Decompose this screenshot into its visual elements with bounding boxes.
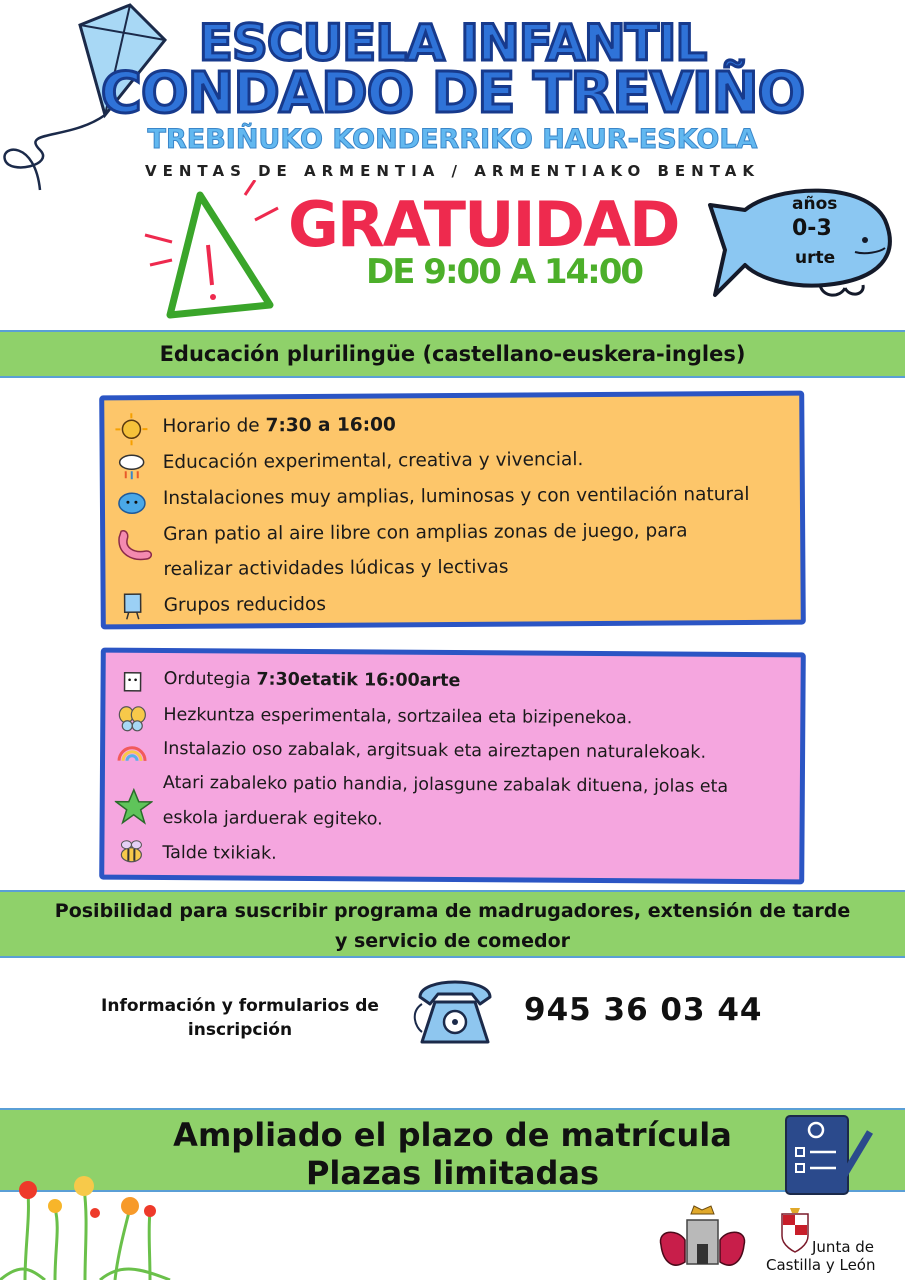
ordutegia-label: Ordutegia [163,668,257,690]
cloud-rain-icon [115,448,149,482]
sun-icon [114,412,148,446]
municipal-crest-icon [655,1200,750,1278]
hezkuntza-line: Hezkuntza esperimentala, sortzailea eta bizipenekoa. [163,704,633,729]
junta-shield-icon [778,1204,812,1254]
gratuidad-heading: GRATUIDAD [288,188,679,261]
ordutegia-line [164,669,461,691]
schedule-line [162,414,396,437]
box-character-icon [115,665,149,699]
plurilingual-band: Educación plurilingüe (castellano-euskera-ingles) [0,330,905,378]
services-band [0,890,905,958]
info-label-line-2: inscripción [187,1020,293,1040]
services-line-1: Posibilidad para suscribir programa de madrugadores, extensión de tarde [54,900,851,922]
form-icon [778,1110,878,1198]
junta-logo-text [766,1238,876,1274]
star-icon [115,788,153,826]
ordutegia-hours: 7:30etatik 16:00arte [256,669,461,692]
schedule-hours: 7:30 a 16:00 [265,414,396,437]
arm-icon [115,525,155,565]
rainbow-icon [115,737,149,771]
telephone-icon [410,972,500,1052]
basque-subtitle: TREBIÑUKO KONDERRIKO HAUR-ESKOLA [147,124,758,155]
warning-icon [140,180,280,325]
atari-line2: eskola jarduerak egiteko. [162,807,383,830]
title-line-1: ESCUELA INFANTIL [198,14,707,72]
title-line-2: CONDADO DE TREVIÑO [100,61,805,126]
cloud-icon [115,485,149,519]
feature-experimental: Educación experimental, creativa y vivencial. [162,449,584,474]
flowers-icon [0,1168,195,1280]
age-label-bottom: urte [795,248,836,268]
phone-number[interactable]: 945 36 03 44 [524,992,763,1028]
age-label-top: años [792,194,838,214]
enrollment-line-2: Plazas limitadas [305,1154,600,1192]
butterfly-icon [115,701,149,735]
junta-line-1: Junta de [812,1238,875,1256]
feature-facilities: Instalaciones muy amplias, luminosas y con ventilación natural [162,483,750,510]
feature-small-groups: Grupos reducidos [163,593,327,617]
talde-line: Talde txikiak. [162,842,277,864]
feature-patio-line1: Gran patio al aire libre con amplias zonas de juego, para [163,520,688,546]
location-line: VENTAS DE ARMENTIA / ARMENTIAKO BENTAK [144,162,761,180]
free-hours: DE 9:00 A 14:00 [366,252,643,292]
atari-line1: Atari zabaleko patio handia, jolasgune zabalak dituena, jolas eta [162,772,729,797]
schedule-label: Horario de [162,415,266,438]
info-label [80,994,400,1042]
junta-line-2: Castilla y León [766,1256,876,1274]
services-line-2: y servicio de comedor [334,930,571,952]
enrollment-line-1: Ampliado el plazo de matrícula [173,1116,732,1154]
feature-patio-line2: realizar actividades lúdicas y lectivas [163,556,509,581]
age-range: 0-3 [792,216,832,241]
basque-info-box [99,648,806,885]
bee-icon [114,836,148,870]
book-character-icon [116,588,150,622]
spanish-info-box [99,391,806,630]
instalazio-line: Instalazio oso zabalak, argitsuak eta aireztapen naturalekoak. [163,738,707,763]
info-label-line-1: Información y formularios de [101,996,379,1016]
